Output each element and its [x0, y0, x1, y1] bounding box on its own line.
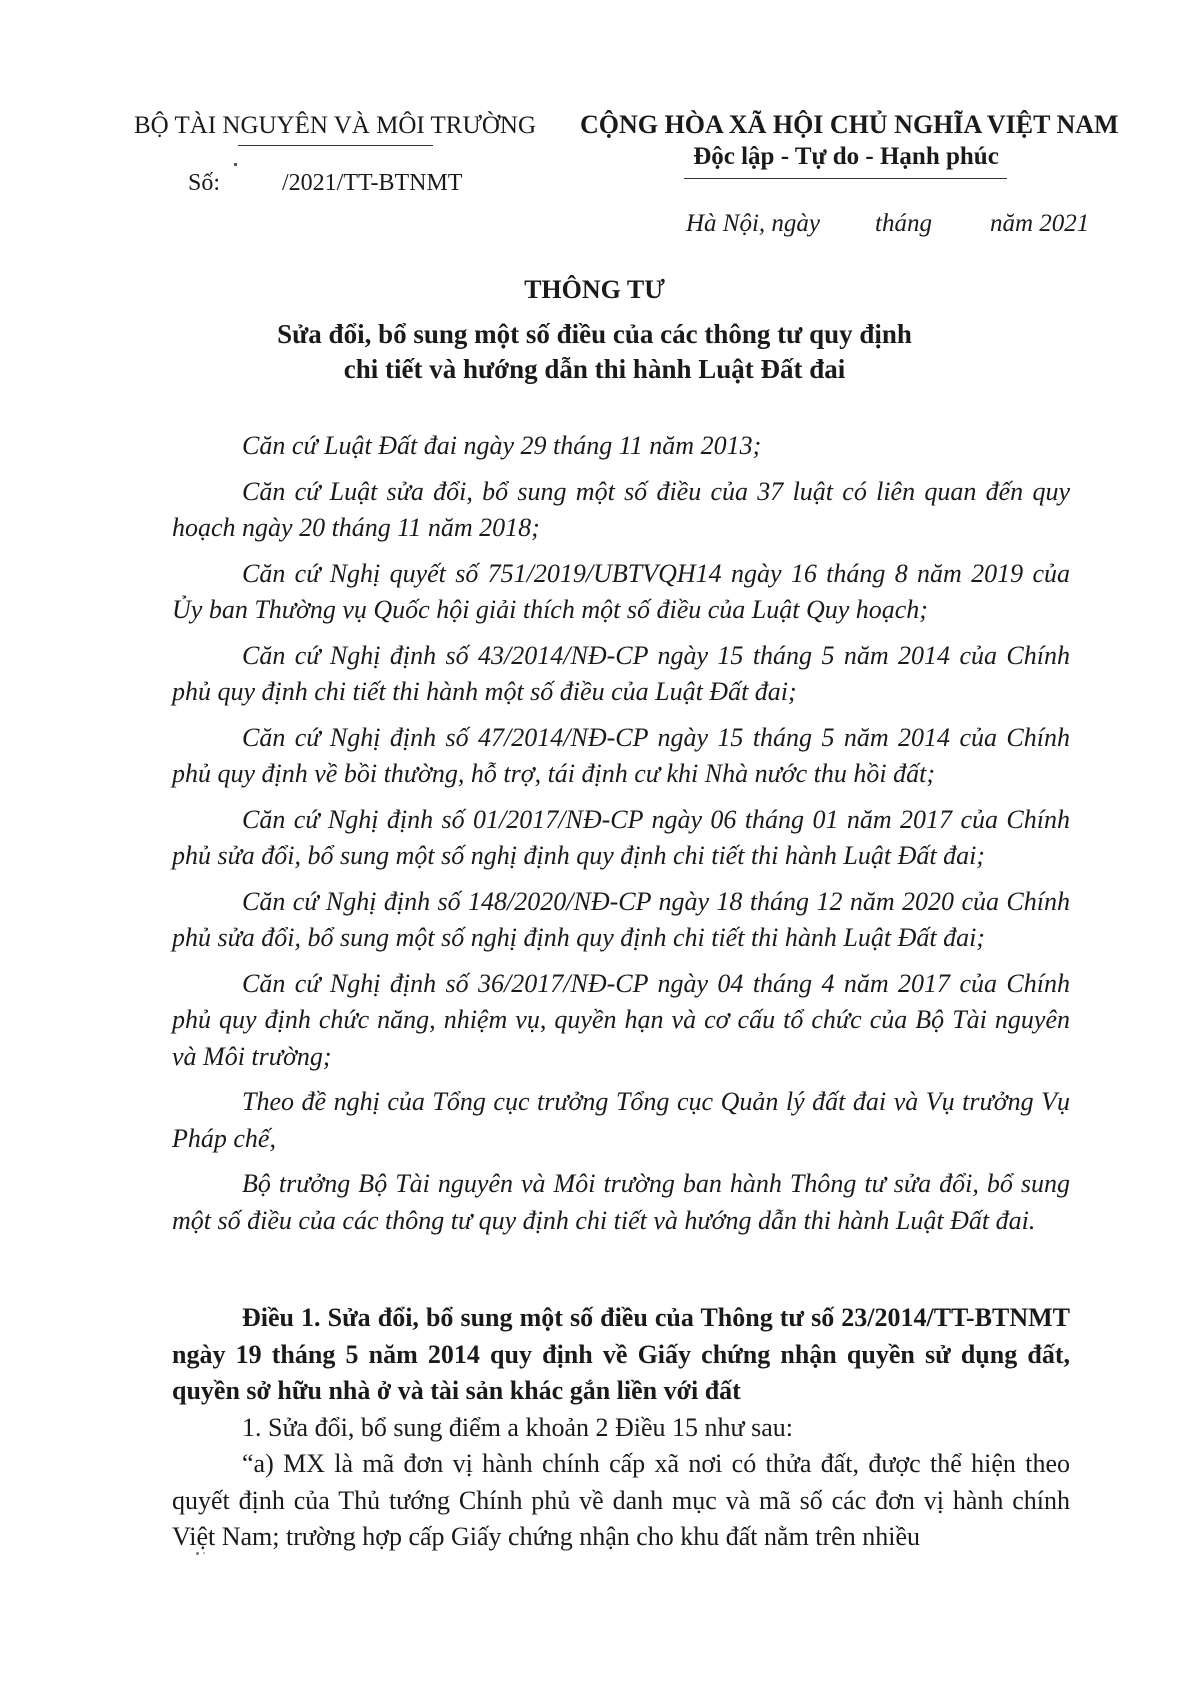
scan-speck — [203, 1552, 205, 1554]
agency-name: BỘ TÀI NGUYÊN VÀ MÔI TRƯỜNG — [133, 112, 537, 139]
preamble-item: Căn cứ Nghị định số 36/2017/NĐ-CP ngày 04 tháng 4 năm 2017 của Chính phủ quy định chức năng, nhiệm vụ, quyền hạn và cơ cấu tổ chức của Bộ Tài nguyên và Môi trường; — [172, 968, 1070, 1071]
preamble-item: Căn cứ Nghị định số 148/2020/NĐ-CP ngày 18 tháng 12 năm 2020 của Chính phủ sửa đổi, bổ sung một số nghị định quy định chi tiết thi hành Luật Đất đai; — [172, 886, 1070, 952]
subject-line-2: chi tiết và hướng dẫn thi hành Luật Đất đai — [343, 354, 846, 384]
republic-name: CỘNG HÒA XÃ HỘI CHỦ NGHĨA VIỆT NAM — [580, 110, 1119, 139]
article-1-heading: Điều 1. Sửa đổi, bổ sung một số điều của Thông tư số 23/2014/TT-BTNMT ngày 19 tháng 5 năm 2014 quy định về Giấy chứng nhận quyền sử dụng đất, quyền sở hữu nhà ở và tài sản khác gắn liền với đất — [172, 1303, 1070, 1405]
preamble-item: Bộ trưởng Bộ Tài nguyên và Môi trường ban hành Thông tư sửa đổi, bổ sung một số điều của các thông tư quy định chi tiết và hướng dẫn thi hành Luật Đất đai. — [172, 1169, 1070, 1235]
preamble-item: Theo đề nghị của Tổng cục trưởng Tổng cục Quản lý đất đai và Vụ trưởng Vụ Pháp chế, — [172, 1087, 1070, 1153]
document-subject — [0, 317, 1189, 387]
article-1-clause-1-text: “a) MX là mã đơn vị hành chính cấp xã nơi có thửa đất, được thể hiện theo quyết định của Thủ tướng Chính phủ về danh mục và mã số các đơn vị hành chính Việt Nam; trường hợp cấp Giấy chứng nhận cho khu đất nằm trên nhiều — [172, 1449, 1070, 1551]
subject-line-1: Sửa đổi, bổ sung một số điều của các thông tư quy định — [277, 319, 912, 349]
preamble-item: Căn cứ Nghị định số 43/2014/NĐ-CP ngày 15 tháng 5 năm 2014 của Chính phủ quy định chi tiết thi hành một số điều của Luật Đất đai; — [172, 640, 1070, 706]
agency-underline — [238, 145, 433, 146]
national-motto: Độc lập - Tự do - Hạnh phúc — [693, 143, 999, 170]
document-number: /2021/TT-BTNMT — [282, 170, 463, 196]
preamble-item: Căn cứ Luật sửa đổi, bổ sung một số điều của 37 luật có liên quan đến quy hoạch ngày 20 tháng 11 năm 2018; — [172, 476, 1070, 542]
preamble-item: Căn cứ Nghị định số 47/2014/NĐ-CP ngày 15 tháng 5 năm 2014 của Chính phủ quy định về bồi thường, hỗ trợ, tái định cư khi Nhà nước thu hồi đất; — [172, 722, 1070, 788]
preamble-item: Căn cứ Nghị quyết số 751/2019/UBTVQH14 ngày 16 tháng 8 năm 2019 của Ủy ban Thường vụ Quốc hội giải thích một số điều của Luật Quy hoạch; — [172, 558, 1070, 624]
motto-underline — [684, 178, 1007, 179]
date-month: tháng — [875, 210, 932, 237]
document-number-label: Số: — [188, 170, 221, 196]
date-place: Hà Nội, ngày — [686, 210, 821, 237]
scan-mark — [234, 163, 237, 166]
date-year: năm 2021 — [989, 210, 1090, 237]
preamble-item: Căn cứ Nghị định số 01/2017/NĐ-CP ngày 06 tháng 01 năm 2017 của Chính phủ sửa đổi, bổ sung một số nghị định quy định chi tiết thi hành Luật Đất đai; — [172, 804, 1070, 870]
document-type: THÔNG TƯ — [524, 275, 665, 304]
article-1 — [172, 1300, 1070, 1556]
preamble — [172, 428, 1070, 1239]
preamble-item: Căn cứ Luật Đất đai ngày 29 tháng 11 năm 2013; — [242, 431, 762, 460]
article-1-clause-1: 1. Sửa đổi, bổ sung điểm a khoản 2 Điều 15 như sau: — [242, 1412, 794, 1442]
scan-speck — [196, 1552, 199, 1555]
issue-date — [686, 210, 1089, 238]
